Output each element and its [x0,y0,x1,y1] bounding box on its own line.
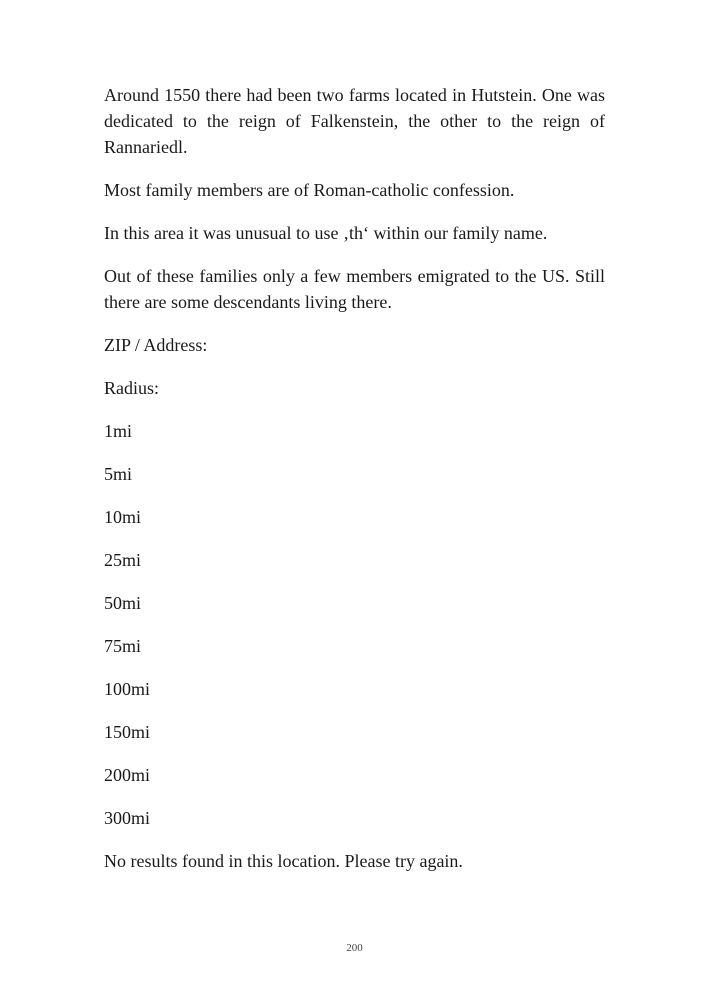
radius-option-list [104,418,605,831]
radius-option-100mi: 100mi [104,679,151,699]
radius-label: Radius: [104,378,160,398]
paragraph-confession: Most family members are of Roman-catholic confession. [104,180,515,200]
no-results-message: No results found in this location. Please try again. [104,851,463,871]
radius-option-1mi: 1mi [104,421,133,441]
radius-option-10mi: 10mi [104,507,142,527]
radius-option-5mi: 5mi [104,464,133,484]
radius-option-300mi: 300mi [104,808,151,828]
radius-option-25mi: 25mi [104,550,142,570]
radius-option-50mi: 50mi [104,593,142,613]
page-content [104,82,605,891]
zip-address-label: ZIP / Address: [104,335,208,355]
paragraph-emigration: Out of these families only a few members emigrated to the US. Still there are some descendants living there. [104,266,605,312]
page-number: 200 [346,942,363,954]
radius-option-200mi: 200mi [104,765,151,785]
paragraph-family-name: In this area it was unusual to use ‚th‘ within our family name. [104,223,548,243]
radius-option-150mi: 150mi [104,722,151,742]
radius-option-75mi: 75mi [104,636,142,656]
paragraph-history: Around 1550 there had been two farms located in Hutstein. One was dedicated to the reign of Falkenstein, the other to the reign of Rannariedl. [104,85,605,157]
